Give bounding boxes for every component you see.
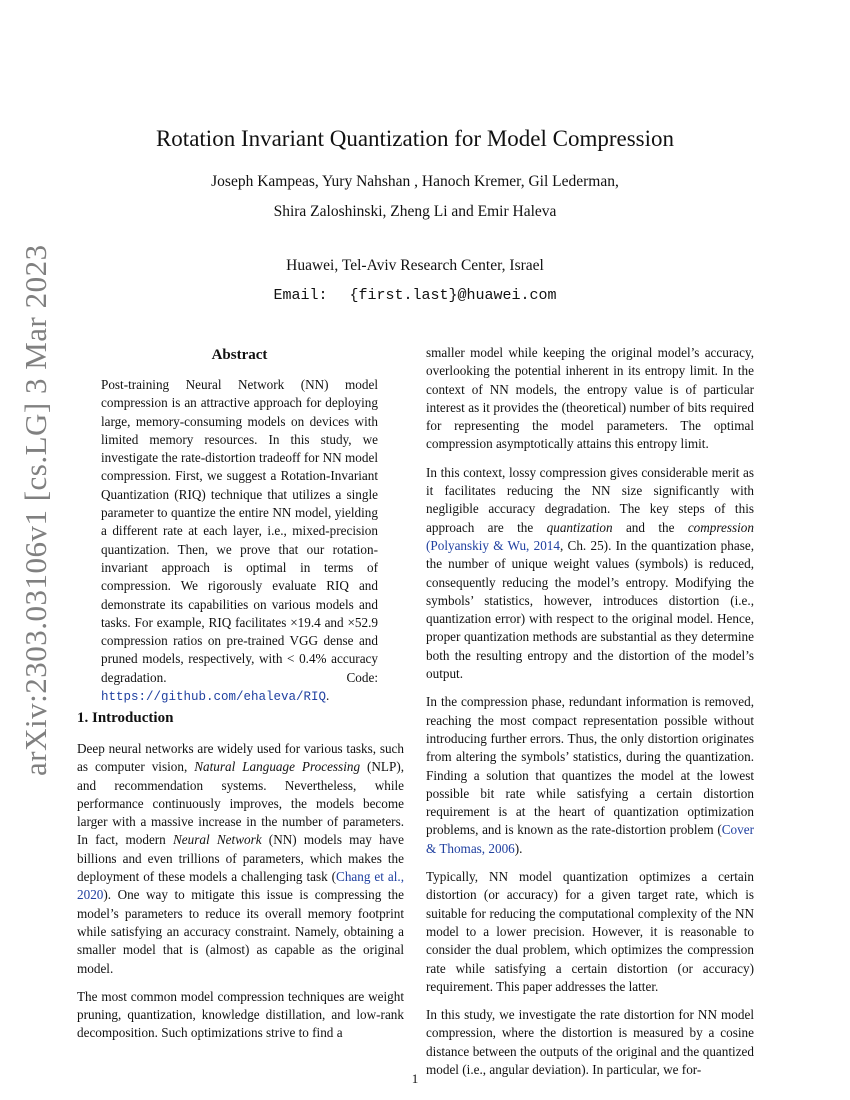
citation-chang-2020[interactable]: Chang et al., 2020 [77,869,404,903]
right-paragraph-4: Typically, NN model quantization optimizes a certain distortion (or accuracy) for a given target rate, which is suitable for reducing the computational complexity of the NN model to a lower precision. However, it is reasonable to consider the dual problem, which optimizes the compression rate while satisfying a certain distortion (or accuracy) requirement. This paper addresses the latter. [426,869,754,994]
right-paragraph-3 [426,693,754,858]
citation-polyanskiy-wu-2014[interactable]: (Polyanskiy & Wu, 2014 [426,537,560,553]
section-heading-introduction: 1. Introduction [77,710,174,726]
code-link[interactable]: https://github.com/ehaleva/RIQ [101,690,327,705]
intro-paragraph-1 [77,740,404,978]
intro-text-run: Deep neural networks are widely used for various tasks, such as computer vision, [77,741,404,775]
right-paragraph-2 [426,464,754,684]
right-text-run: In the compression phase, redundant information is removed, reaching the most compact representation possible without introducing further errors. Thus, the only distortion originates from altering the symbols’ statistics, during the quantization. Finding a solution that quantizes the model at the lowest possible bit rate while satisfying a certain distortion requirement is at the heart of quantization optimization problems, and is known as the rate-distortion problem ( [426,694,754,838]
intro-paragraph-2: The most common model compression techniques are weight pruning, quantization, knowledge distillation, and low-rank decomposition. Such optimizations strive to find a [77,988,404,1041]
authors-line-2: Shira Zaloshinski, Zheng Li and Emir Haleva [273,203,557,220]
email-label: Email: [273,287,328,304]
abstract [101,344,378,706]
abstract-text: Post-training Neural Network (NN) model compression is an attractive approach for deploying large, memory-consuming models on devices with limited memory resources. In this study, we investigate the rate-distortion tradeoff for NN model compression. First, we suggest a Rotation-Invariant Quantization (RIQ) technique that utilizes a single parameter to quantize the entire NN model, yielding a different rate at each layer, i.e., mixed-precision quantization. Then, we prove that our rotation-invariant approach is optimal in terms of compression. We rigorously evaluate RIQ and demonstrate its capabilities on various models and tasks. For example, RIQ facilitates ×19.4 and ×52.9 compression ratios on pre-trained VGG dense and pruned models, respectively, with < 0.4% accuracy degradation. Code: [101,377,378,685]
right-text-run: . In the quantization phase, the number of unique weight values (symbols) is reduced, consequently reducing the model’s entropy. Modifying the symbols’ statistics, however, introduces distortion (i.e., quantization error) with respect to the original model. Hence, proper quantization methods are substantial as they determine both the resulting entropy and the distortion of the model’s output. [426,537,754,682]
citation-cover-thomas-2006[interactable]: Cover & Thomas, 2006 [426,822,754,856]
compression-term: compression [687,519,754,535]
nlp-term: Natural Language Processing [194,759,361,775]
introduction-text [77,740,404,1053]
intro-text-run: (NLP), and recommendation systems. Nevertheless, while performance continuously improves, the models become larger with a massive increase in the number of parameters. In fact, modern [77,759,405,848]
arxiv-stamp: arXiv:2303.03106v1 [cs.LG] 3 Mar 2023 [18,244,53,776]
abstract-heading: Abstract [211,347,268,363]
right-text-run: In this context, lossy compression gives considerable merit as it facilitates reducing the NN size significantly with negligible accuracy degradation. The key steps of this approach are the [426,464,754,535]
abstract-body [101,376,378,706]
abstract-end: . [326,688,330,704]
right-text-run: and the [612,519,688,535]
authors-line-1: Joseph Kampeas, Yury Nahshan , Hanoch Kremer, Gil Lederman, [211,173,619,190]
paper-title: Rotation Invariant Quantization for Model Compression [155,126,675,151]
nn-term: Neural Network [173,832,262,848]
chapter-ref: , Ch. 25) [559,537,609,553]
right-paragraph-1: smaller model while keeping the original model’s accuracy, overlooking the potential inherent in its entropy limit. In the context of NN models, the entropy value is of particular interest as it provides the (theoretical) number of bits required for representing the model parameters. The optimal compression asymptotically attains this entropy limit. [426,345,754,452]
intro-text-run: (NN) models may have billions and even trillions of parameters, which makes the deployment of these models a challenging task ( [77,832,405,885]
quantization-term: quantization [546,519,613,535]
page-number: 1 [411,1071,419,1086]
email-line [0,287,830,304]
right-column [426,344,754,1089]
email-address[interactable]: {first.last}@huawei.com [349,287,557,304]
right-text-run: ). [514,840,523,856]
affiliation: Huawei, Tel-Aviv Research Center, Israel [286,257,544,274]
right-paragraph-5: In this study, we investigate the rate distortion for NN model compression, where the distortion is measured by a cosine distance between the outputs of the original and the quantized model (i.e., angular deviation). In particular, we for- [426,1007,754,1077]
intro-text-run: ). One way to mitigate this issue is compressing the model’s parameters to reduce its overall memory footprint while satisfying an accuracy constraint. Namely, obtaining a smaller model that is (almost) as capable as the original model. [77,887,404,976]
